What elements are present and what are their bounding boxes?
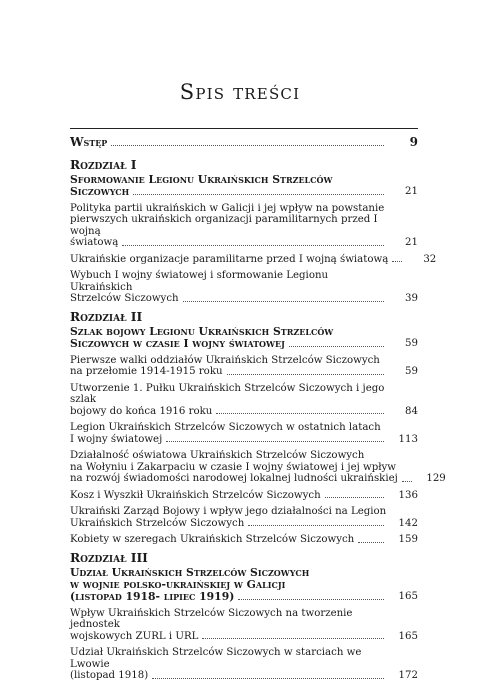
chapter-2 (70, 309, 446, 546)
entry-line: Pierwsze walki oddziałów Ukraińskich Strzelców Siczowych (70, 354, 380, 366)
toc-entry[interactable] (70, 203, 418, 249)
page-number: 142 (398, 517, 418, 529)
entry-label: Wstęp (70, 135, 108, 149)
title-line: Siczowych (70, 184, 130, 198)
entry-line: Ukraińskie organizacje paramilitarne przed I wojną światową (70, 253, 389, 265)
page-number: 32 (423, 253, 437, 265)
dot-leader (325, 497, 384, 498)
chapter-title-entry[interactable] (70, 326, 418, 350)
title-line: Szlak bojowy Legionu Ukraińskich Strzelców (70, 324, 334, 338)
page-number: 84 (405, 405, 418, 417)
entry-line: Legion Ukraińskich Strzelców Siczowych w ostatnich latach (70, 422, 381, 433)
dot-leader (183, 301, 384, 302)
page-number: 165 (398, 630, 418, 642)
page-number: 59 (405, 338, 418, 349)
chapter-title-entry[interactable] (70, 174, 418, 198)
entry-line: Działalność oświatowa Ukraińskich Strzelców Siczowych (70, 450, 365, 461)
dot-leader (202, 638, 384, 639)
dot-leader (122, 245, 384, 246)
chapter-3 (70, 551, 418, 682)
toc-entry[interactable] (70, 355, 418, 378)
entry-line: Kobiety w szeregach Ukraińskich Strzelców Siczowych (70, 534, 355, 545)
entry-line: wojskowych ZURL i URL (70, 630, 199, 642)
entry-line: bojowy do końca 1916 roku (70, 405, 213, 417)
title-line: w wojnie polsko-ukraińskiej w Galicji (70, 577, 286, 591)
page-number: 39 (405, 293, 418, 304)
chapter-1 (70, 157, 437, 305)
title-line: Siczowych w czasie I wojny światowej (70, 336, 285, 350)
entry-line: Ukraińskich Strzelców Siczowych (70, 517, 245, 529)
entry-line: Udział Ukraińskich Strzelców Siczowych w starciach we Lwowie (70, 647, 362, 670)
chapter-title-entry[interactable] (70, 567, 418, 603)
entry-line: Wpływ Ukraińskich Strzelców Siczowych na tworzenie jednostek (70, 607, 353, 630)
page-number: 159 (398, 534, 418, 545)
page-number: 21 (405, 237, 418, 248)
toc-entry[interactable] (70, 383, 418, 418)
entry-line: Wybuch I wojny światowej i sformowanie Legionu Ukraińskich (70, 270, 329, 293)
page-number: 172 (398, 670, 418, 681)
dot-leader (289, 346, 384, 347)
dot-leader (248, 525, 384, 526)
toc-entry-intro[interactable] (70, 137, 418, 149)
page-number: 21 (405, 186, 418, 197)
dot-leader (392, 261, 402, 262)
dot-leader (358, 542, 384, 543)
entry-line: na Wołyniu i Zakarpaciu w czasie I wojny światowej i jej wpływ (70, 461, 397, 473)
page-number: 59 (405, 366, 418, 377)
entry-line: na rozwój świadomości narodowej lokalnej ludności ukraińskiej (70, 473, 398, 484)
toc-entry[interactable] (70, 506, 418, 529)
dot-leader (152, 678, 384, 679)
page-number: 165 (398, 591, 418, 602)
entry-line: Ukraiński Zarząd Bojowy i wpływ jego działalności na Legion (70, 506, 387, 517)
dot-leader (133, 194, 384, 195)
entry-line: na przełomie 1914-1915 roku (70, 366, 223, 377)
toc-entry[interactable] (70, 253, 437, 266)
dot-leader (238, 599, 384, 600)
entry-line: światową (70, 237, 119, 248)
toc-entry[interactable] (70, 490, 418, 502)
dot-leader (166, 441, 384, 442)
entry-line: Polityka partii ukraińskich w Galicji i jej wpływ na powstanie (70, 202, 385, 214)
divider (70, 128, 418, 129)
dot-leader (111, 145, 384, 146)
page-number: 129 (426, 473, 446, 484)
title-line: Sformowanie Legionu Ukraińskich Strzelców (70, 172, 333, 186)
dot-leader (402, 481, 412, 482)
entry-line: (listopad 1918) (70, 670, 149, 681)
entry-line: pierwszych ukraińskich organizacji paramilitarnych przed I wojną (70, 214, 378, 237)
chapter-heading: Rozdział I (70, 157, 137, 172)
page-number: 9 (409, 135, 418, 149)
page-number: 136 (398, 489, 418, 501)
table-of-contents (70, 128, 446, 687)
chapter-heading: Rozdział III (70, 550, 148, 565)
chapter-heading: Rozdział II (70, 309, 143, 324)
dot-leader (227, 374, 384, 375)
page-number: 113 (398, 433, 418, 445)
toc-entry[interactable] (70, 422, 418, 445)
toc-entry[interactable] (70, 270, 418, 305)
toc-entry[interactable] (70, 534, 418, 546)
entry-line: Strzelców Siczowych (70, 293, 179, 304)
toc-entry[interactable] (70, 608, 418, 643)
title-line: Udział Ukraińskich Strzelców Siczowych (70, 565, 310, 579)
title-line: (listopad 1918- lipiec 1919) (70, 589, 235, 603)
entry-line: I wojny światowej (70, 433, 163, 445)
page-title: Spis treści (179, 80, 301, 104)
dot-leader (216, 413, 384, 414)
entry-line: Utworzenie 1. Pułku Ukraińskich Strzelców Siczowych i jego szlak (70, 382, 385, 405)
toc-entry[interactable] (70, 647, 418, 682)
entry-line: Kosz i Wyszkił Ukraińskich Strzelców Siczowych (70, 489, 321, 501)
toc-entry[interactable] (70, 450, 446, 485)
